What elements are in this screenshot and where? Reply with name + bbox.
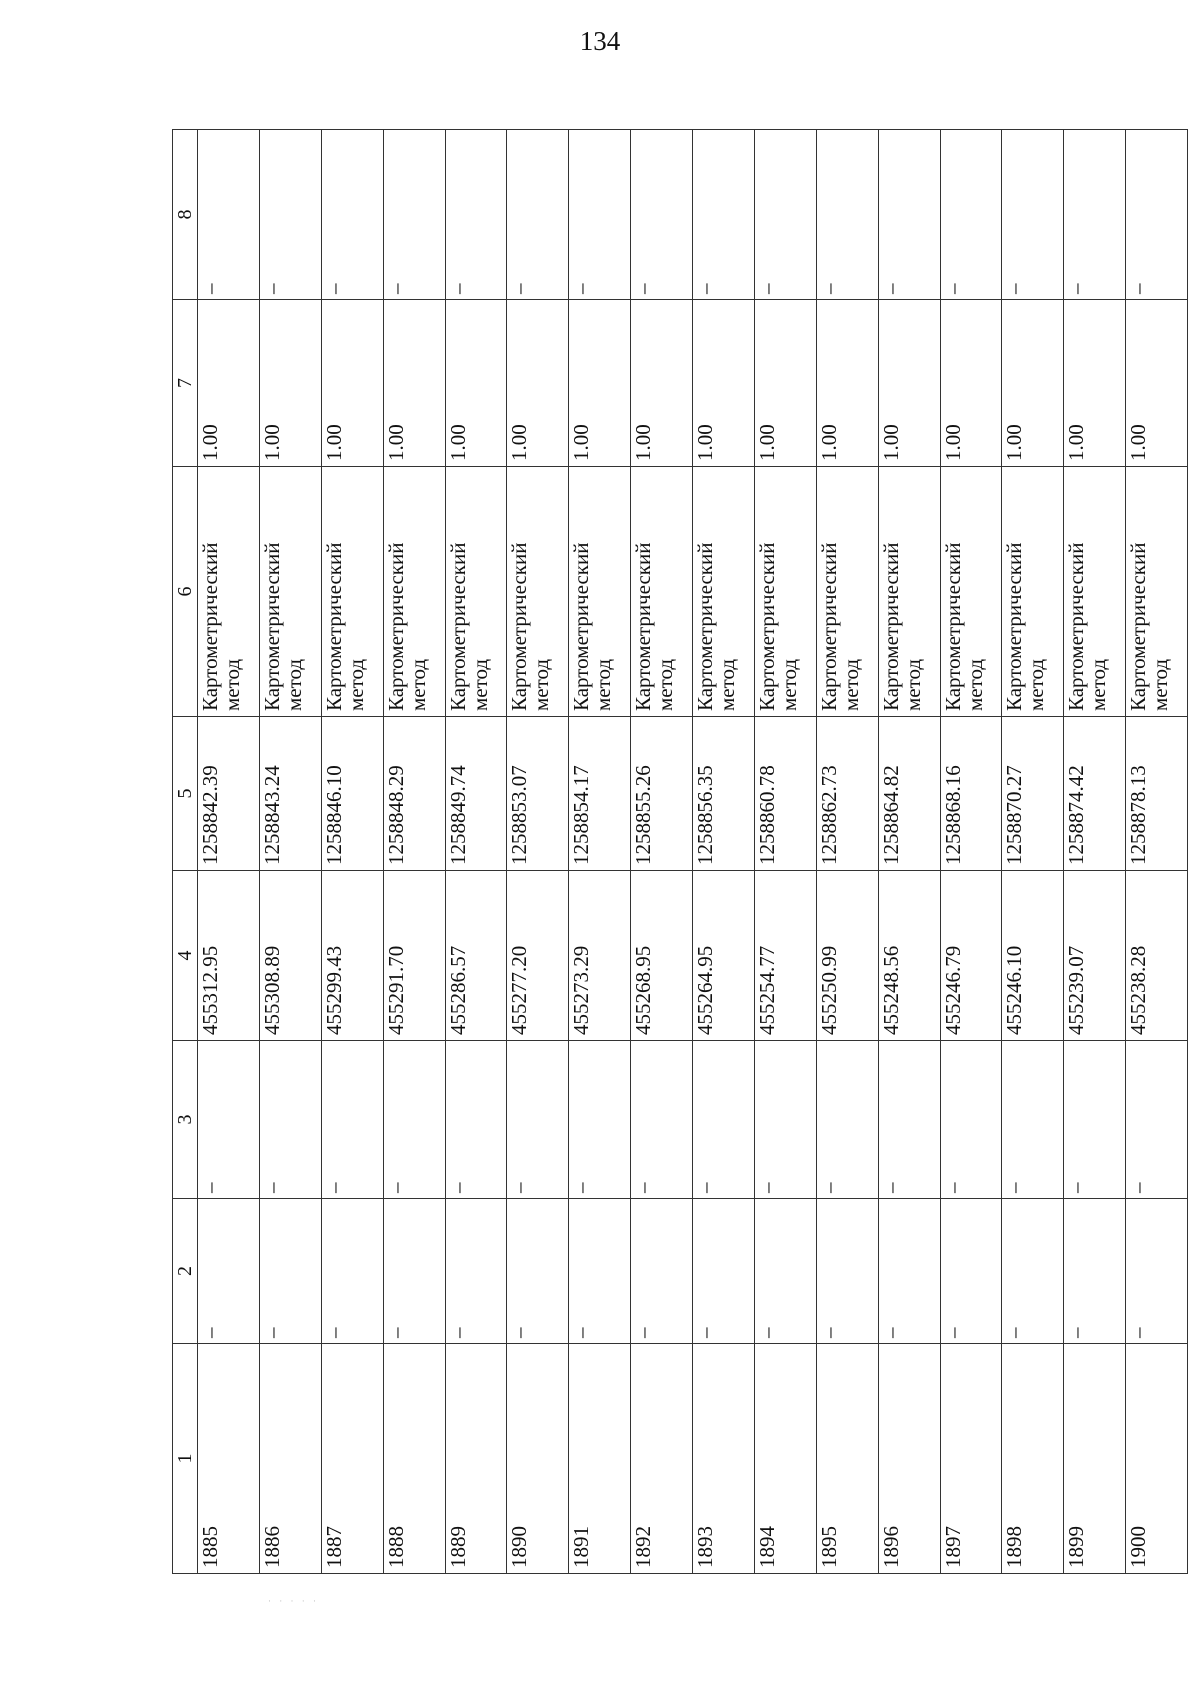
- y-coordinate-cell: 1258860.78: [754, 717, 816, 871]
- point-number-cell: 1887: [321, 1344, 383, 1574]
- table-row: [1064, 130, 1126, 1574]
- y-coordinate-cell: 1258878.13: [1126, 717, 1188, 871]
- point-number-cell: 1890: [507, 1344, 569, 1574]
- y-coordinate-cell: 1258874.42: [1064, 717, 1126, 871]
- column-8-cell: –: [1064, 130, 1126, 300]
- column-header: 8: [173, 130, 198, 300]
- x-coordinate-cell: 455312.95: [198, 871, 260, 1041]
- point-number-cell: 1895: [816, 1344, 878, 1574]
- x-coordinate-cell: 455250.99: [816, 871, 878, 1041]
- column-2-cell: –: [1126, 1199, 1188, 1344]
- accuracy-cell: 1.00: [198, 300, 260, 467]
- accuracy-cell: 1.00: [878, 300, 940, 467]
- method-label-line-1: Картометрический: [259, 542, 284, 711]
- method-label-line-2: метод: [1024, 658, 1049, 711]
- x-coordinate-cell: 455246.10: [1002, 871, 1064, 1041]
- column-3-cell: –: [940, 1041, 1002, 1199]
- point-number-cell: 1885: [198, 1344, 260, 1574]
- point-number-cell: 1896: [878, 1344, 940, 1574]
- column-8-cell: –: [569, 130, 631, 300]
- point-number-cell: 1897: [940, 1344, 1002, 1574]
- y-coordinate-cell: 1258842.39: [198, 717, 260, 871]
- column-3-cell: –: [631, 1041, 693, 1199]
- x-coordinate-cell: 455239.07: [1064, 871, 1126, 1041]
- accuracy-cell: 1.00: [1064, 300, 1126, 467]
- method-label-line-2: метод: [529, 658, 554, 711]
- x-coordinate-cell: 455277.20: [507, 871, 569, 1041]
- column-3-cell: –: [1064, 1041, 1126, 1199]
- accuracy-cell: 1.00: [507, 300, 569, 467]
- accuracy-cell: 1.00: [259, 300, 321, 467]
- column-2-cell: –: [198, 1199, 260, 1344]
- column-2-cell: –: [754, 1199, 816, 1344]
- table-header-row: [173, 130, 198, 1574]
- table-row: [507, 130, 569, 1574]
- point-number-cell: 1892: [631, 1344, 693, 1574]
- method-label-line-1: Картометрический: [198, 542, 222, 711]
- column-2-cell: –: [940, 1199, 1002, 1344]
- method-label-line-2: метод: [343, 658, 368, 711]
- method-label-line-1: Картометрический: [383, 542, 408, 711]
- method-label-line-2: метод: [591, 658, 616, 711]
- x-coordinate-cell: 455299.43: [321, 871, 383, 1041]
- column-3-cell: –: [1002, 1041, 1064, 1199]
- column-8-cell: –: [198, 130, 260, 300]
- column-8-cell: –: [1126, 130, 1188, 300]
- point-number-cell: 1894: [754, 1344, 816, 1574]
- column-2-cell: –: [816, 1199, 878, 1344]
- method-label-line-2: метод: [776, 658, 801, 711]
- y-coordinate-cell: 1258846.10: [321, 717, 383, 871]
- method-cell: [816, 467, 878, 717]
- column-3-cell: –: [321, 1041, 383, 1199]
- column-3-cell: –: [445, 1041, 507, 1199]
- coordinates-table: [172, 129, 1188, 1574]
- table-row: [198, 130, 260, 1574]
- method-label-line-2: метод: [715, 658, 739, 711]
- column-8-cell: –: [816, 130, 878, 300]
- method-label-line-1: Картометрический: [754, 542, 779, 711]
- column-header: 3: [173, 1041, 198, 1199]
- method-label-line-1: Картометрический: [445, 542, 470, 711]
- method-cell: [383, 467, 445, 717]
- table-row: [1126, 130, 1188, 1574]
- point-number-cell: 1900: [1126, 1344, 1188, 1574]
- column-header: 4: [173, 871, 198, 1041]
- column-2-cell: –: [693, 1199, 755, 1344]
- column-2-cell: –: [631, 1199, 693, 1344]
- table-row: [816, 130, 878, 1574]
- column-3-cell: –: [507, 1041, 569, 1199]
- column-2-cell: –: [383, 1199, 445, 1344]
- point-number-cell: 1889: [445, 1344, 507, 1574]
- column-header: 2: [173, 1199, 198, 1344]
- scan-artifact: · · · · ·: [268, 1596, 319, 1606]
- method-cell: [445, 467, 507, 717]
- table-row: [259, 130, 321, 1574]
- method-label-line-1: Картометрический: [940, 542, 965, 711]
- x-coordinate-cell: 455238.28: [1126, 871, 1188, 1041]
- table-row: [693, 130, 755, 1574]
- column-8-cell: –: [259, 130, 321, 300]
- x-coordinate-cell: 455291.70: [383, 871, 445, 1041]
- y-coordinate-cell: 1258856.35: [693, 717, 755, 871]
- y-coordinate-cell: 1258853.07: [507, 717, 569, 871]
- x-coordinate-cell: 455308.89: [259, 871, 321, 1041]
- method-label-line-1: Картометрический: [1002, 542, 1027, 711]
- method-cell: [259, 467, 321, 717]
- table-row: [321, 130, 383, 1574]
- y-coordinate-cell: 1258862.73: [816, 717, 878, 871]
- column-header: 5: [173, 717, 198, 871]
- y-coordinate-cell: 1258855.26: [631, 717, 693, 871]
- column-2-cell: –: [878, 1199, 940, 1344]
- method-cell: [1126, 467, 1188, 717]
- method-label-line-1: Картометрический: [816, 542, 841, 711]
- method-cell: [878, 467, 940, 717]
- y-coordinate-cell: 1258870.27: [1002, 717, 1064, 871]
- method-label-line-2: метод: [838, 658, 863, 711]
- column-3-cell: –: [693, 1041, 755, 1199]
- y-coordinate-cell: 1258849.74: [445, 717, 507, 871]
- method-label-line-1: Картометрический: [507, 542, 532, 711]
- method-label-line-2: метод: [467, 658, 492, 711]
- column-2-cell: –: [569, 1199, 631, 1344]
- method-label-line-1: Картометрический: [1064, 542, 1089, 711]
- method-cell: [569, 467, 631, 717]
- method-label-line-2: метод: [1148, 658, 1173, 711]
- x-coordinate-cell: 455246.79: [940, 871, 1002, 1041]
- column-3-cell: –: [878, 1041, 940, 1199]
- column-8-cell: –: [940, 130, 1002, 300]
- column-3-cell: –: [816, 1041, 878, 1199]
- column-2-cell: –: [1002, 1199, 1064, 1344]
- accuracy-cell: 1.00: [321, 300, 383, 467]
- method-label-line-1: Картометрический: [693, 542, 717, 711]
- column-2-cell: –: [507, 1199, 569, 1344]
- accuracy-cell: 1.00: [445, 300, 507, 467]
- accuracy-cell: 1.00: [816, 300, 878, 467]
- accuracy-cell: 1.00: [693, 300, 755, 467]
- table-row: [569, 130, 631, 1574]
- method-cell: [631, 467, 693, 717]
- column-3-cell: –: [383, 1041, 445, 1199]
- column-8-cell: –: [321, 130, 383, 300]
- table-row: [631, 130, 693, 1574]
- method-label-line-1: Картометрический: [878, 542, 903, 711]
- accuracy-cell: 1.00: [383, 300, 445, 467]
- x-coordinate-cell: 455254.77: [754, 871, 816, 1041]
- accuracy-cell: 1.00: [940, 300, 1002, 467]
- method-cell: [693, 467, 755, 717]
- y-coordinate-cell: 1258864.82: [878, 717, 940, 871]
- y-coordinate-cell: 1258843.24: [259, 717, 321, 871]
- method-cell: [198, 467, 260, 717]
- method-cell: [940, 467, 1002, 717]
- column-8-cell: –: [754, 130, 816, 300]
- table-row: [445, 130, 507, 1574]
- x-coordinate-cell: 455248.56: [878, 871, 940, 1041]
- column-8-cell: –: [507, 130, 569, 300]
- method-label-line-2: метод: [1086, 658, 1111, 711]
- point-number-cell: 1899: [1064, 1344, 1126, 1574]
- x-coordinate-cell: 455264.95: [693, 871, 755, 1041]
- page-number: 134: [579, 26, 621, 56]
- column-header: 1: [173, 1344, 198, 1574]
- method-cell: [1064, 467, 1126, 717]
- y-coordinate-cell: 1258854.17: [569, 717, 631, 871]
- table-row: [754, 130, 816, 1574]
- method-label-line-1: Картометрический: [631, 542, 656, 711]
- column-2-cell: –: [445, 1199, 507, 1344]
- y-coordinate-cell: 1258868.16: [940, 717, 1002, 871]
- coordinates-table-container: [172, 130, 1188, 1574]
- table-row: [1002, 130, 1064, 1574]
- method-label-line-2: метод: [405, 658, 430, 711]
- column-8-cell: –: [631, 130, 693, 300]
- table-row: [878, 130, 940, 1574]
- table-row: [383, 130, 445, 1574]
- column-8-cell: –: [878, 130, 940, 300]
- method-cell: [754, 467, 816, 717]
- column-8-cell: –: [1002, 130, 1064, 300]
- accuracy-cell: 1.00: [754, 300, 816, 467]
- method-label-line-1: Картометрический: [321, 542, 346, 711]
- column-8-cell: –: [693, 130, 755, 300]
- point-number-cell: 1886: [259, 1344, 321, 1574]
- method-cell: [1002, 467, 1064, 717]
- y-coordinate-cell: 1258848.29: [383, 717, 445, 871]
- point-number-cell: 1898: [1002, 1344, 1064, 1574]
- method-label-line-1: Картометрический: [1126, 542, 1151, 711]
- point-number-cell: 1893: [693, 1344, 755, 1574]
- method-label-line-2: метод: [962, 658, 987, 711]
- column-8-cell: –: [445, 130, 507, 300]
- point-number-cell: 1888: [383, 1344, 445, 1574]
- accuracy-cell: 1.00: [1126, 300, 1188, 467]
- method-label-line-2: метод: [220, 658, 244, 711]
- column-2-cell: –: [321, 1199, 383, 1344]
- column-3-cell: –: [198, 1041, 260, 1199]
- column-2-cell: –: [259, 1199, 321, 1344]
- accuracy-cell: 1.00: [1002, 300, 1064, 467]
- column-3-cell: –: [1126, 1041, 1188, 1199]
- column-3-cell: –: [259, 1041, 321, 1199]
- table-row: [940, 130, 1002, 1574]
- accuracy-cell: 1.00: [569, 300, 631, 467]
- table-body: [198, 130, 1188, 1574]
- method-label-line-2: метод: [653, 658, 678, 711]
- x-coordinate-cell: 455268.95: [631, 871, 693, 1041]
- accuracy-cell: 1.00: [631, 300, 693, 467]
- x-coordinate-cell: 455273.29: [569, 871, 631, 1041]
- method-label-line-2: метод: [281, 658, 306, 711]
- column-header: 6: [173, 467, 198, 717]
- column-3-cell: –: [569, 1041, 631, 1199]
- column-3-cell: –: [754, 1041, 816, 1199]
- x-coordinate-cell: 455286.57: [445, 871, 507, 1041]
- method-cell: [507, 467, 569, 717]
- column-8-cell: –: [383, 130, 445, 300]
- method-label-line-2: метод: [900, 658, 925, 711]
- method-cell: [321, 467, 383, 717]
- point-number-cell: 1891: [569, 1344, 631, 1574]
- method-label-line-1: Картометрический: [569, 542, 594, 711]
- column-header: 7: [173, 300, 198, 467]
- column-2-cell: –: [1064, 1199, 1126, 1344]
